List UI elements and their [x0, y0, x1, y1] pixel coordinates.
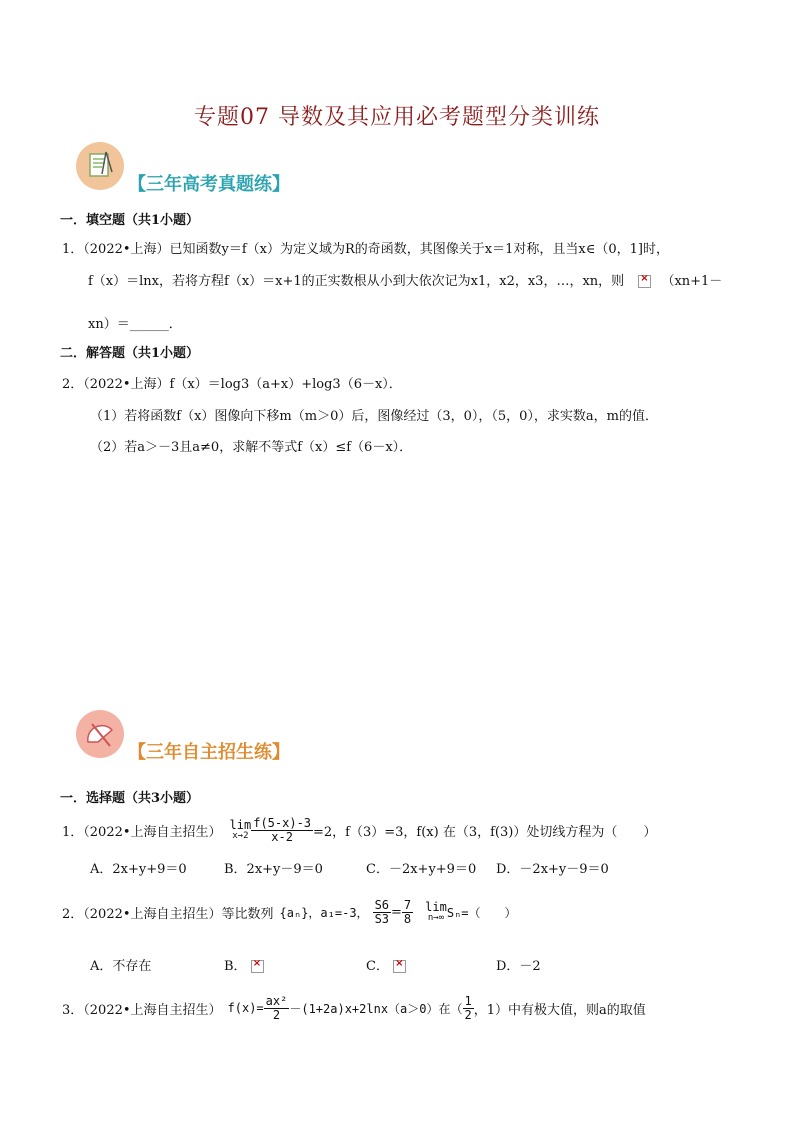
cq2-equals: =	[391, 904, 402, 920]
choice-question-2	[62, 890, 517, 934]
section-title-gaokao: 【三年高考真题练】	[128, 174, 290, 195]
section-badge-protractor-icon	[76, 710, 124, 758]
question-1-line-1: 1．（2022•上海）已知函数y＝f（x）为定义域为R的奇函数，其图像关于x＝1对称，且当x∈（0，1]时，	[62, 242, 669, 257]
cq2-value-num: 7	[403, 897, 412, 912]
page-title: 专题07 导数及其应用必考题型分类训练	[194, 105, 600, 130]
cq2-option-d: D．－2	[496, 959, 541, 974]
cq2-value-den: 8	[403, 911, 412, 926]
question-1-line-2-tail: （xn+1－	[661, 274, 723, 289]
question-2-part-1: （1）若将函数f（x）图像向下移m（m＞0）后，图像经过（3，0），（5，0），求实数a，m的值．	[90, 409, 659, 424]
cq1-fraction	[251, 817, 313, 843]
cq2-ratio-num: S6	[374, 897, 390, 912]
fill-in-heading: 一．填空题（共1小题）	[60, 213, 200, 228]
cq3-tail: ，1）中有极大值，则a的取值	[473, 1002, 646, 1018]
broken-image-icon	[393, 960, 406, 973]
cq2-option-c-label: C．	[366, 959, 389, 974]
cq2-value	[402, 899, 413, 925]
choice-question-1	[62, 810, 656, 850]
cq3-half-den: 2	[464, 1007, 472, 1022]
cq2-ratio-den: S3	[374, 911, 390, 926]
cq2-sequence: {aₙ}，a₁=-3，	[279, 905, 369, 920]
cq3-half	[463, 995, 474, 1021]
cq1-option-b: B．2x+y－9＝0	[224, 862, 323, 877]
cq1-lim-sub: x→2	[232, 830, 249, 841]
cq3-half-num: 1	[464, 993, 472, 1008]
cq2-option-a: A．不存在	[90, 959, 152, 974]
cq1-denominator: x-2	[271, 829, 293, 844]
question-1-line-2	[88, 270, 722, 289]
cq1-option-a: A．2x+y+9＝0	[90, 862, 187, 877]
cq2-ratio	[373, 899, 391, 925]
cq3-fraction-num: ax²	[265, 993, 288, 1008]
choice-question-3	[62, 986, 646, 1030]
broken-image-icon	[251, 960, 264, 973]
question-2-part-2: （2）若a＞－3且a≠0，求解不等式f（x）≤f（6－x）．	[90, 440, 413, 455]
cq2-limit	[425, 901, 447, 923]
cq1-option-c: C．－2x+y+9＝0	[366, 862, 477, 877]
cq2-prefix: 2．（2022•上海自主招生）等比数列	[62, 906, 274, 922]
cq1-prefix: 1．（2022•上海自主招生）	[62, 824, 222, 840]
cq1-lim-word: lim	[229, 817, 252, 832]
cq3-prefix: 3．（2022•上海自主招生）	[62, 1002, 222, 1018]
cq1-tail: =2，f（3）=3，f(x) 在（3，f(3)）处切线方程为（ ）	[313, 824, 657, 840]
question-2-line-1: 2．（2022•上海）f（x）＝log3（a+x）+log3（6－x）．	[62, 377, 402, 392]
cq2-option-b-label: B．	[224, 959, 247, 974]
broken-image-icon	[638, 275, 651, 288]
cq3-fraction	[264, 995, 290, 1021]
section-badge-icon	[76, 142, 124, 190]
question-1-line-2-text: f（x）＝lnx，若将方程f（x）＝x+1的正实数根从小到大依次记为x1，x2，x3，…，xn，则	[88, 274, 625, 289]
cq3-fraction-den: 2	[272, 1007, 281, 1022]
cq3-fx: f(x)=	[227, 1001, 264, 1015]
cq2-tail: Sₙ=（ ）	[446, 905, 517, 920]
choice-heading: 一．选择题（共3小题）	[60, 791, 200, 806]
answer-heading: 二．解答题（共1小题）	[60, 346, 200, 361]
cq2-option-c	[366, 955, 406, 974]
question-1-line-3: xn）＝______．	[88, 317, 182, 332]
cq2-option-b	[224, 955, 264, 974]
cq3-middle: －(1+2a)x+2lnx（a＞0）在（	[289, 1001, 463, 1016]
cq1-numerator: f(5-x)-3	[253, 815, 312, 830]
section-title-zizhu: 【三年自主招生练】	[128, 742, 290, 763]
cq1-option-d: D．－2x+y－9＝0	[496, 862, 609, 877]
cq1-limit	[230, 819, 252, 841]
cq2-lim-sub: n→∞	[427, 912, 445, 923]
cq2-lim-word: lim	[425, 899, 447, 914]
